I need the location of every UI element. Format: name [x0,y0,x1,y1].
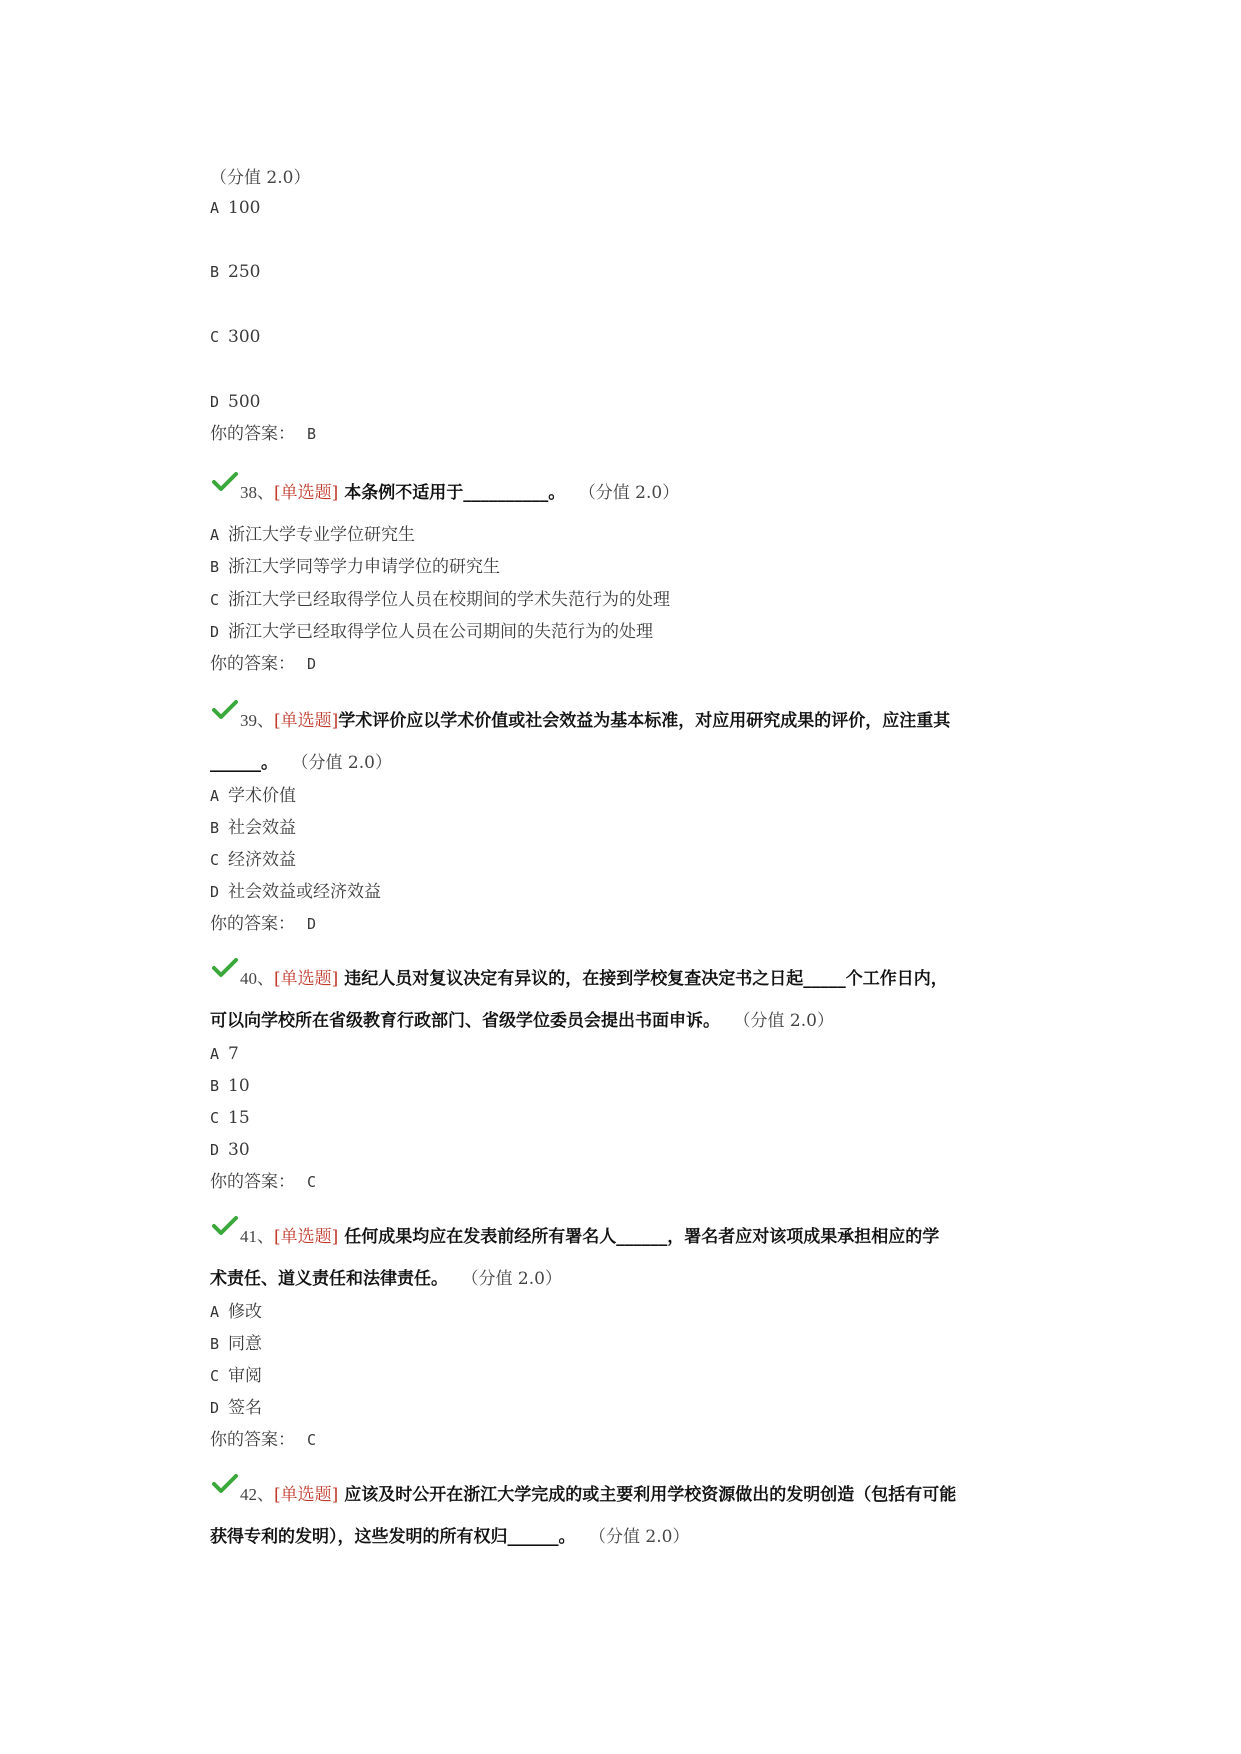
option-text: 15 [228,1108,250,1128]
question-42-continuation [210,1525,689,1549]
question-text: 任何成果均应在发表前经所有署名人______，署名者应对该项成果承担相应的学 [344,1227,940,1247]
question-score: （分值 2.0） [597,1527,690,1547]
option-letter: A [210,1303,220,1321]
answer-label: 你的答案： [210,1430,295,1450]
option-text: 签名 [228,1398,262,1418]
option-text: 同意 [228,1334,262,1354]
q40-option-a [210,1042,239,1066]
option-letter: D [210,393,220,411]
option-letter: B [210,819,220,837]
q40-answer [210,1170,316,1194]
question-40-header [210,967,948,991]
question-number: 42、 [240,1485,274,1504]
option-text: 学术价值 [228,786,296,806]
question-41-header [210,1225,939,1249]
question-38-header [210,481,679,505]
option-text: 审阅 [228,1366,262,1386]
option-text: 250 [228,262,261,282]
prev-option-b [210,260,260,284]
answer-value: C [307,1431,317,1449]
question-type: [单选题] [274,1227,339,1247]
question-text-line2: ______。 [210,753,278,773]
prev-question-score: （分值 2.0） [210,168,311,188]
option-text: 7 [228,1044,239,1064]
question-39-header [210,709,950,733]
question-text: 本条例不适用于__________。 [344,483,566,503]
answer-label: 你的答案： [210,914,295,934]
answer-label: 你的答案： [210,654,295,674]
option-letter: C [210,591,220,609]
option-text: 300 [228,327,261,347]
option-text: 500 [228,392,261,412]
question-score: （分值 2.0） [587,483,680,503]
option-letter: C [210,328,220,346]
question-number: 40、 [240,969,274,988]
answer-label: 你的答案： [210,1172,295,1192]
q41-option-b [210,1332,262,1356]
option-text: 浙江大学同等学力申请学位的研究生 [228,557,500,577]
question-text-line2: 术责任、道义责任和法律责任。 [210,1269,448,1289]
q40-option-c [210,1106,250,1130]
option-letter: B [210,263,220,281]
option-letter: D [210,623,220,641]
option-text: 浙江大学已经取得学位人员在校期间的学术失范行为的处理 [228,590,670,610]
q40-option-d [210,1138,250,1162]
option-letter: B [210,558,220,576]
question-number: 38、 [240,483,274,502]
question-text: 违纪人员对复议决定有异议的，在接到学校复查决定书之日起_____个工作日内， [344,969,948,989]
question-score: （分值 2.0） [300,753,392,773]
question-text-line2: 可以向学校所在省级教育行政部门、省级学位委员会提出书面申诉。 [210,1011,720,1031]
prev-option-a [210,196,260,220]
option-letter: C [210,1109,220,1127]
option-text: 社会效益 [228,818,296,838]
option-text: 经济效益 [228,850,296,870]
option-letter: D [210,1141,220,1159]
question-42-header [210,1483,956,1507]
question-score: （分值 2.0） [742,1011,834,1031]
option-text: 30 [228,1140,250,1160]
q40-option-b [210,1074,250,1098]
q39-answer [210,912,316,936]
option-letter: C [210,1367,220,1385]
prev-option-c [210,325,260,349]
question-type: [单选题] [274,483,339,503]
question-39-continuation [210,751,392,775]
answer-value: D [307,915,317,933]
q38-option-d [210,620,653,644]
question-number: 39、 [240,711,274,730]
option-letter: A [210,526,220,544]
option-letter: B [210,1077,220,1095]
question-41-continuation [210,1267,562,1291]
answer-value: C [307,1173,317,1191]
option-text: 社会效益或经济效益 [228,882,381,902]
q41-answer [210,1428,316,1452]
q39-option-c [210,848,296,872]
answer-value: B [307,425,317,443]
q39-option-b [210,816,296,840]
q38-option-b [210,555,500,579]
question-type: [单选题] [274,711,339,731]
prev-option-d [210,390,260,414]
q41-option-d [210,1396,262,1420]
question-text-line2: 获得专利的发明），这些发明的所有权归______。 [210,1527,576,1547]
option-letter: A [210,787,220,805]
question-type: [单选题] [274,969,339,989]
option-letter: C [210,851,220,869]
option-text: 浙江大学已经取得学位人员在公司期间的失范行为的处理 [228,622,653,642]
prev-answer [210,422,316,446]
answer-label: 你的答案： [210,424,295,444]
answer-value: D [307,655,317,673]
question-40-continuation [210,1009,834,1033]
q41-option-a [210,1300,262,1324]
option-letter: B [210,1335,220,1353]
question-text: 应该及时公开在浙江大学完成的或主要利用学校资源做出的发明创造（包括有可能 [344,1485,957,1505]
option-text: 10 [228,1076,250,1096]
q41-option-c [210,1364,262,1388]
option-text: 浙江大学专业学位研究生 [228,525,415,545]
option-letter: D [210,883,220,901]
q38-option-a [210,523,415,547]
q38-option-c [210,588,670,612]
q38-answer [210,652,316,676]
question-type: [单选题] [274,1485,339,1505]
option-letter: D [210,1399,220,1417]
question-number: 41、 [240,1227,274,1246]
q39-option-a [210,784,296,808]
option-text: 修改 [228,1302,262,1322]
option-letter: A [210,199,220,217]
q39-option-d [210,880,381,904]
option-letter: A [210,1045,220,1063]
question-score: （分值 2.0） [470,1269,562,1289]
question-text: 学术评价应以学术价值或社会效益为基本标准，对应用研究成果的评价，应注重其 [338,711,951,731]
option-text: 100 [228,198,261,218]
